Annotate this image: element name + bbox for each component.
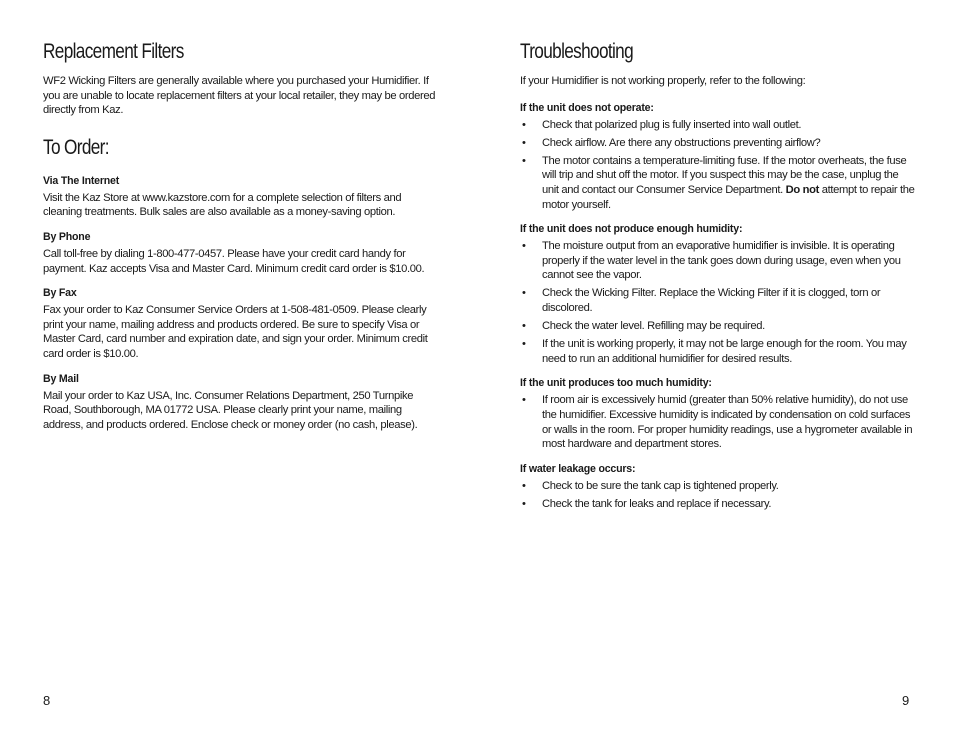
- list-item: • The motor contains a temperature-limiting fuse. If the motor overheats, the fuse will trip and shut off the motor. If you suspect this may be the case, unplug the unit and contact our Consumer Service Department. Do not attempt to repair the motor yourself.: [522, 154, 915, 211]
- section-title-too-much-humidity: If the unit produces too much humidity:: [520, 377, 712, 390]
- left-column: [43, 38, 438, 440]
- by-phone-body: Call toll-free by dialing 1-800-477-0457. Please have your credit card handy for payment. Kaz accepts Visa and Master Card. Minimum credit card order is $10.00.: [43, 247, 425, 275]
- right-page: [477, 0, 954, 738]
- bullet-icon: •: [522, 479, 526, 492]
- bullet-icon: •: [522, 154, 526, 167]
- by-mail-body: Mail your order to Kaz USA, Inc. Consumer Relations Department, 250 Turnpike Road, Southborough, MA 01772 USA. Please clearly print your name, mailing address, and products ordered. Enclose check or money order (no cash, please).: [43, 389, 418, 431]
- section-title-not-enough-humidity: If the unit does not produce enough humidity:: [520, 223, 743, 236]
- by-mail-title: By Mail: [43, 372, 79, 385]
- bullet-icon: •: [522, 240, 526, 253]
- via-internet-title: Via The Internet: [43, 174, 120, 187]
- bullet-icon: •: [522, 320, 526, 333]
- section-title-not-operate: If the unit does not operate:: [520, 101, 654, 114]
- bullet-icon: •: [522, 394, 526, 407]
- list-item: • Check the Wicking Filter. Replace the Wicking Filter if it is clogged, torn or discolored.: [522, 287, 881, 315]
- list-item: • Check to be sure the tank cap is tightened properly.: [522, 479, 779, 492]
- list-item: • Check the water level. Refilling may be required.: [522, 320, 765, 333]
- replacement-filters-heading: Replacement Filters: [43, 40, 184, 63]
- list-water-leakage: [520, 479, 915, 512]
- list-item: • Check the tank for leaks and replace if necessary.: [522, 497, 772, 510]
- list-item: • If room air is excessively humid (greater than 50% relative humidity), do not use the humidifier. Excessive humidity is indicated by condensation on cold surfaces or walls in the room. For proper humidity readings, use a hygrometer available in most hardware and department stores.: [522, 394, 913, 451]
- list-item: • Check that polarized plug is fully inserted into wall outlet.: [522, 118, 802, 131]
- troubleshooting-heading: Troubleshooting: [520, 40, 634, 63]
- bullet-icon: •: [522, 287, 526, 300]
- page-number-left: 8: [43, 693, 51, 708]
- list-not-operate: [520, 118, 915, 213]
- by-fax-body: Fax your order to Kaz Consumer Service Orders at 1-508-481-0509. Please clearly print your name, mailing address and products ordered. Be sure to specify Visa or Master Card, card number and expiration date, and sign your order. Minimum credit card order is $10.00.: [43, 304, 428, 360]
- list-item: • If the unit is working properly, it may not be large enough for the room. You may need to run an additional humidifier for desired results.: [522, 338, 907, 365]
- via-internet-body: Visit the Kaz Store at www.kazstore.com for a complete selection of filters and cleaning treatments. Bulk sales are also available as a money-saving option.: [43, 191, 402, 219]
- to-order-heading: To Order:: [43, 135, 109, 159]
- by-phone-title: By Phone: [43, 230, 91, 243]
- list-too-much-humidity: [520, 393, 915, 451]
- list-not-enough-humidity: [520, 239, 915, 366]
- bullet-icon: •: [522, 497, 526, 510]
- troubleshooting-intro: If your Humidifier is not working properly, refer to the following:: [520, 75, 806, 87]
- by-fax-title: By Fax: [43, 287, 77, 300]
- list-item: • Check airflow. Are there any obstructions preventing airflow?: [522, 136, 821, 149]
- right-column: [520, 38, 915, 515]
- replacement-filters-body: WF2 Wicking Filters are generally available where you purchased your Humidifier. If you are unable to locate replacement filters at your local retailer, they may be ordered directly from Kaz.: [43, 75, 436, 117]
- list-item: • The moisture output from an evaporative humidifier is invisible. It is operating properly if the water level in the tank goes down during usage, even when you cannot see the vapor.: [522, 240, 901, 282]
- section-title-water-leakage: If water leakage occurs:: [520, 462, 636, 475]
- bullet-icon: •: [522, 118, 526, 131]
- page-number-right: 9: [902, 693, 910, 708]
- bullet-icon: •: [522, 136, 526, 149]
- bullet-icon: •: [522, 338, 526, 351]
- do-not-emphasis: Do not: [785, 183, 819, 196]
